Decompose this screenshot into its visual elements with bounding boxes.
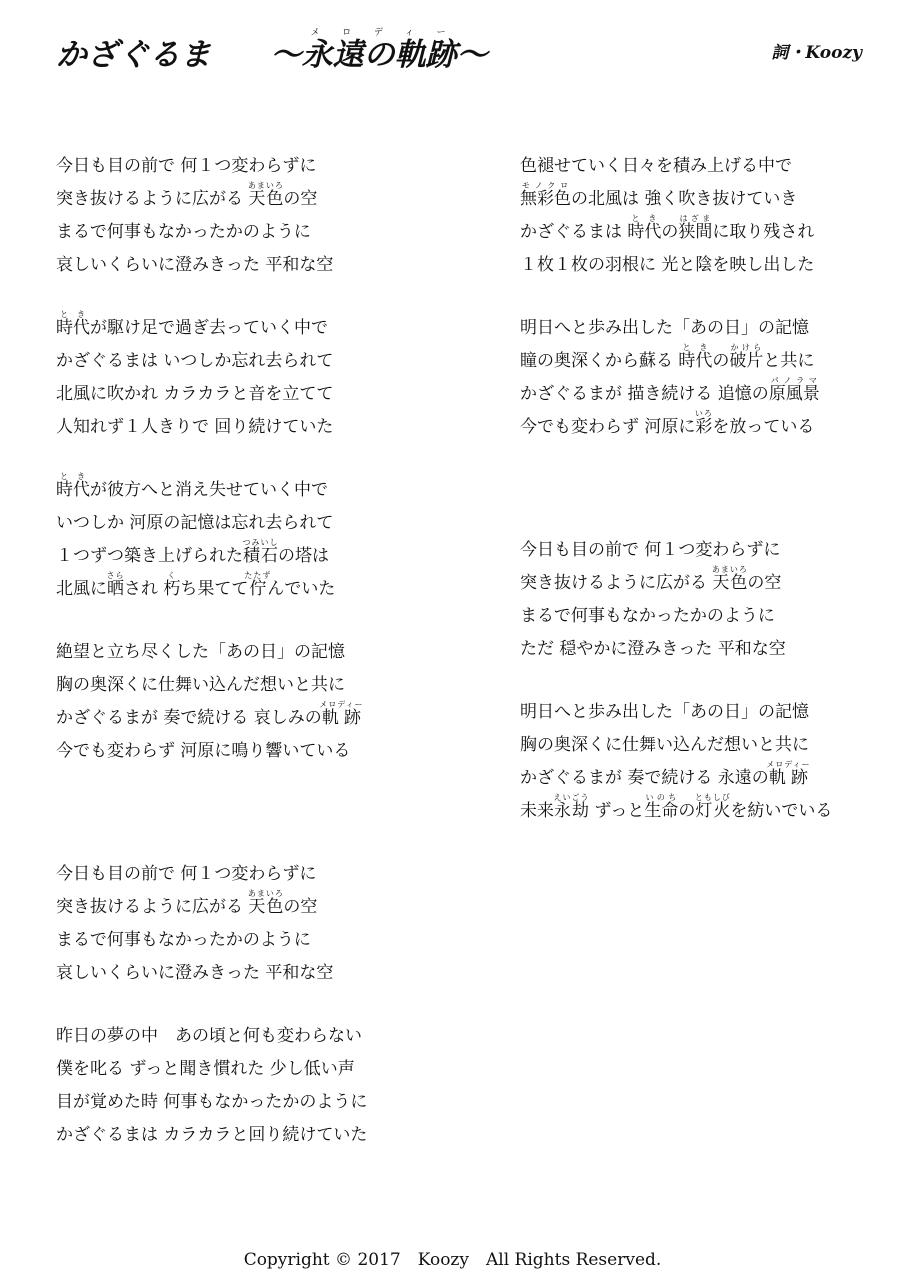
lyric-line-text <box>56 310 328 340</box>
lyric-line <box>520 213 905 246</box>
lyric-line <box>520 759 905 792</box>
lyric-line-text <box>56 739 350 763</box>
lyric-line <box>520 375 905 408</box>
furigana-base: 積石 <box>242 546 279 566</box>
stanza-gap <box>56 795 446 855</box>
lyric-line <box>56 666 446 699</box>
lyric-text: の北風は 強く吹き抜けていき <box>571 189 798 209</box>
lyric-text: 突き抜けるように広がる <box>56 189 249 209</box>
lyric-text: 人知れず１人きりで 回り続けていた <box>56 417 334 437</box>
lyric-text: 哀しいくらいに澄みきった 平和な空 <box>56 255 334 275</box>
lyric-line-text <box>56 928 311 952</box>
furigana-word <box>242 538 279 566</box>
lyric-line <box>56 699 446 732</box>
furigana-word <box>56 310 73 338</box>
lyric-text: １つずつ築き上げられた <box>56 546 243 566</box>
lyric-text: 北風に吹かれ カラカラと音を立てて <box>56 384 334 404</box>
furigana-base: 代 <box>695 351 713 371</box>
lyric-text: され <box>124 579 164 599</box>
lyric-text: 胸の奥深くに仕舞い込んだ想いと共に <box>56 675 345 695</box>
furigana-base: 時 <box>678 351 696 371</box>
furigana-reading: と <box>56 472 73 481</box>
lyric-line <box>56 537 446 570</box>
lyric-line-text <box>520 154 792 178</box>
furigana-word <box>729 343 764 371</box>
furigana-reading: はざま <box>678 214 713 223</box>
lyric-text: 今でも変わらず 河原に <box>520 417 696 437</box>
furigana-base: 原風景 <box>768 384 820 404</box>
lyric-line <box>56 570 446 603</box>
lyric-text: 突き抜けるように広がる <box>56 897 249 917</box>
lyric-line-text <box>56 700 364 730</box>
lyric-text: １枚１枚の羽根に 光と陰を映し出した <box>520 255 815 275</box>
furigana-word <box>644 214 662 242</box>
lyric-text: かざぐるまは いつしか忘れ去られて <box>56 351 334 371</box>
lyric-line <box>520 531 905 564</box>
lyric-text: ち果てて <box>180 579 249 599</box>
lyric-text: ただ 穏やかに澄みきった 平和な空 <box>520 639 786 659</box>
lyric-text: 今日も目の前で 何１つ変わらずに <box>520 540 781 560</box>
lyric-text: 哀しいくらいに澄みきった 平和な空 <box>56 963 334 983</box>
lyric-line <box>56 342 446 375</box>
lyric-stanza <box>520 693 905 825</box>
copyright-notice: Copyright © 2017 Koozy All Rights Reserved. <box>243 1250 662 1270</box>
lyric-line-text <box>520 565 781 595</box>
lyric-text: んでいた <box>267 579 336 599</box>
lyric-line-text <box>56 349 333 373</box>
lyric-line <box>520 180 905 213</box>
lyric-text: を紡いでいる <box>730 801 833 821</box>
lyric-text: かざぐるまが 奏で続ける 永遠の <box>520 768 769 788</box>
lyric-line-text <box>520 733 809 757</box>
lyric-line-text <box>520 793 832 823</box>
lyric-line <box>56 180 446 213</box>
furigana-reading: き <box>695 343 713 352</box>
furigana-word <box>73 472 90 500</box>
lyric-line-text <box>520 181 797 211</box>
lyric-line-text <box>56 253 333 277</box>
lyric-line-text <box>56 571 335 601</box>
furigana-base: 無彩色 <box>520 189 571 209</box>
lyric-line <box>56 888 446 921</box>
furigana-base: 狭間 <box>678 222 713 242</box>
lyric-text: 未来 <box>520 801 554 821</box>
lyric-line <box>520 246 905 279</box>
furigana-base: 軌跡 <box>319 708 364 728</box>
lyric-line-text <box>56 862 316 886</box>
lyric-text: を放っている <box>712 417 815 437</box>
furigana-base: 代 <box>73 480 90 500</box>
lyric-text: 僕を叱る ずっと聞き慣れた 少し低い声 <box>56 1059 355 1079</box>
lyric-text: 色褪せていく日々を積み上げる中で <box>520 156 792 176</box>
lyric-line <box>56 954 446 987</box>
furigana-base: 代 <box>73 318 90 338</box>
furigana-reading: えいごう <box>553 793 590 802</box>
furigana-base: 軌跡 <box>766 768 811 788</box>
lyric-line <box>520 408 905 441</box>
furigana-reading: たたず <box>244 571 272 580</box>
furigana-reading: あまいろ <box>247 889 284 898</box>
lyric-line <box>56 471 446 504</box>
furigana-base: 生命 <box>644 801 679 821</box>
lyric-text: の <box>712 351 730 371</box>
furigana-word <box>695 343 713 371</box>
title-sub-post: 〜 <box>456 37 488 73</box>
lyric-text: に取り残され <box>712 222 815 242</box>
furigana-reading: き <box>73 310 90 319</box>
furigana-word <box>163 571 181 599</box>
lyric-line-text <box>56 472 328 502</box>
lyric-line <box>56 1050 446 1083</box>
furigana-base: 彩 <box>694 417 713 437</box>
furigana-reading: メロディー <box>766 760 811 769</box>
lyric-line <box>520 693 905 726</box>
lyric-text: まるで何事もなかったかのように <box>56 930 311 950</box>
lyric-line-text <box>520 253 814 277</box>
lyric-text: の空 <box>283 897 318 917</box>
lyric-text: と共に <box>763 351 815 371</box>
lyric-text: が彼方へと消え失せていく中で <box>90 480 328 500</box>
lyric-stanza <box>56 471 446 603</box>
furigana-word <box>553 793 590 821</box>
lyric-text: の空 <box>747 573 782 593</box>
lyric-line-text <box>56 961 333 985</box>
lyric-line-text <box>520 538 780 562</box>
lyric-line-text <box>520 316 809 340</box>
title-main: かざぐるま <box>56 37 211 73</box>
lyric-line-text <box>56 640 345 664</box>
lyric-text: 目が覚めた時 何事もなかったかのように <box>56 1092 368 1112</box>
lyric-text: 今でも変わらず 河原に鳴り響いている <box>56 741 351 761</box>
lyric-text: が駆け足で過ぎ去っていく中で <box>90 318 328 338</box>
furigana-reading: かけら <box>729 343 764 352</box>
lyric-stanza <box>56 633 446 765</box>
lyric-line-text <box>56 1057 355 1081</box>
lyric-text: かざぐるまが 描き続ける 追憶の <box>520 384 769 404</box>
furigana-word <box>244 571 272 599</box>
furigana-word <box>766 760 811 788</box>
lyric-line-text <box>56 154 316 178</box>
lyric-line-text <box>520 376 820 406</box>
furigana-word <box>520 181 571 209</box>
furigana-reading: いろ <box>694 409 713 418</box>
furigana-word <box>694 409 713 437</box>
furigana-reading: ともしび <box>694 793 731 802</box>
lyric-line-text <box>520 409 814 439</box>
furigana-base: 晒 <box>106 579 125 599</box>
lyric-line-text <box>56 511 333 535</box>
lyric-text: 瞳の奥深くから蘇る <box>520 351 679 371</box>
furigana-base: 天色 <box>247 897 284 917</box>
furigana-base: 時 <box>627 222 645 242</box>
lyric-line <box>520 726 905 759</box>
furigana-reading: き <box>644 214 662 223</box>
lyric-line-text <box>520 700 809 724</box>
furigana-base: 時 <box>56 480 73 500</box>
lyric-text: まるで何事もなかったかのように <box>56 222 311 242</box>
lyric-line-text <box>520 637 786 661</box>
lyric-line <box>520 564 905 597</box>
furigana-reading: あまいろ <box>247 181 284 190</box>
lyric-line <box>56 375 446 408</box>
furigana-base: 天色 <box>711 573 748 593</box>
lyric-line <box>56 1017 446 1050</box>
lyric-line <box>520 309 905 342</box>
lyric-line-text <box>56 1024 362 1048</box>
lyric-line-text <box>56 415 333 439</box>
lyric-text: 胸の奥深くに仕舞い込んだ想いと共に <box>520 735 809 755</box>
right-lyrics-column <box>520 147 905 855</box>
furigana-reading: モノクロ <box>520 181 571 190</box>
title-sub-reading: メロディー <box>301 28 457 38</box>
lyric-line-text <box>56 538 329 568</box>
lyric-line-text <box>56 1090 367 1114</box>
lyric-text: まるで何事もなかったかのように <box>520 606 775 626</box>
furigana-reading: と <box>627 214 645 223</box>
lyric-text: の塔は <box>278 546 329 566</box>
lyric-text: 突き抜けるように広がる <box>520 573 713 593</box>
lyric-line <box>520 792 905 825</box>
furigana-word <box>678 214 713 242</box>
lyric-line <box>56 309 446 342</box>
furigana-reading: メロディー <box>319 700 364 709</box>
lyric-text: 明日へと歩み出した「あの日」の記憶 <box>520 702 809 722</box>
furigana-reading: つみいし <box>242 538 279 547</box>
title-sub-ruby <box>301 28 457 73</box>
stanza-gap <box>520 471 905 531</box>
furigana-base: 代 <box>644 222 662 242</box>
lyric-text: の <box>661 222 679 242</box>
lyric-line <box>56 147 446 180</box>
lyric-text: 絶望と立ち尽くした「あの日」の記憶 <box>56 642 345 662</box>
furigana-reading: あまいろ <box>711 565 748 574</box>
lyric-text: ずっと <box>589 801 645 821</box>
furigana-word <box>247 181 284 209</box>
furigana-base: 破片 <box>729 351 764 371</box>
lyric-stanza <box>56 309 446 441</box>
furigana-word <box>678 343 696 371</box>
title-sub-base: 永遠の軌跡 <box>301 37 457 73</box>
lyric-line <box>56 213 446 246</box>
lyric-stanza <box>56 147 446 279</box>
lyric-stanza <box>520 531 905 663</box>
furigana-word <box>644 793 679 821</box>
lyric-line-text <box>56 673 345 697</box>
lyric-line-text <box>520 760 811 790</box>
furigana-word <box>56 472 73 500</box>
lyric-line <box>520 597 905 630</box>
lyric-text: 昨日の夢の中 あの頃と何も変わらない <box>56 1026 362 1046</box>
lyric-line <box>520 342 905 375</box>
lyric-line <box>56 921 446 954</box>
furigana-reading: いのち <box>644 793 679 802</box>
song-title <box>56 28 488 74</box>
lyric-line-text <box>520 343 814 373</box>
lyric-text: の <box>678 801 696 821</box>
furigana-base: 天色 <box>247 189 284 209</box>
furigana-base: 灯火 <box>694 801 731 821</box>
furigana-base: 時 <box>56 318 73 338</box>
lyric-text: 今日も目の前で 何１つ変わらずに <box>56 156 317 176</box>
lyric-line-text <box>56 181 317 211</box>
lyric-line <box>520 630 905 663</box>
lyric-text: 明日へと歩み出した「あの日」の記憶 <box>520 318 809 338</box>
lyric-stanza <box>520 147 905 279</box>
lyric-line <box>56 246 446 279</box>
lyric-line <box>56 1116 446 1149</box>
lyric-line <box>56 504 446 537</box>
left-lyrics-column <box>56 147 446 1179</box>
lyric-text: の空 <box>283 189 318 209</box>
lyric-line <box>520 147 905 180</box>
lyric-line-text <box>520 604 775 628</box>
furigana-word <box>768 376 820 404</box>
lyric-text: 北風に <box>56 579 107 599</box>
lyric-stanza <box>56 855 446 987</box>
furigana-word <box>319 700 364 728</box>
lyric-line-text <box>56 220 311 244</box>
title-sub-pre: 〜 <box>270 37 302 73</box>
lyricist-credit: 詞・Koozy <box>771 43 862 63</box>
furigana-reading: と <box>56 310 73 319</box>
lyric-text: 今日も目の前で 何１つ変わらずに <box>56 864 317 884</box>
lyric-line <box>56 1083 446 1116</box>
lyric-text: いつしか 河原の記憶は忘れ去られて <box>56 513 334 533</box>
lyric-line <box>56 633 446 666</box>
furigana-word <box>711 565 748 593</box>
furigana-word <box>73 310 90 338</box>
lyric-line <box>56 855 446 888</box>
lyric-line <box>56 408 446 441</box>
lyric-line-text <box>520 214 814 244</box>
furigana-base: 永劫 <box>553 801 590 821</box>
lyric-line-text <box>56 382 333 406</box>
lyric-line-text <box>56 889 317 919</box>
lyric-stanza <box>520 309 905 441</box>
furigana-word <box>694 793 731 821</box>
furigana-base: 朽 <box>163 579 181 599</box>
lyric-line <box>56 732 446 765</box>
lyric-line-text <box>56 1123 367 1147</box>
furigana-word <box>247 889 284 917</box>
furigana-word <box>627 214 645 242</box>
furigana-reading: き <box>73 472 90 481</box>
furigana-reading: く <box>163 571 181 580</box>
lyric-text: かざぐるまは <box>520 222 628 242</box>
lyric-text: かざぐるまが 奏で続ける 哀しみの <box>56 708 322 728</box>
furigana-word <box>106 571 125 599</box>
furigana-reading: さら <box>106 571 125 580</box>
furigana-base: 佇 <box>244 579 272 599</box>
lyric-stanza <box>56 1017 446 1149</box>
furigana-reading: と <box>678 343 696 352</box>
lyric-text: かざぐるまは カラカラと回り続けていた <box>56 1125 368 1145</box>
furigana-reading: パノラマ <box>768 376 820 385</box>
